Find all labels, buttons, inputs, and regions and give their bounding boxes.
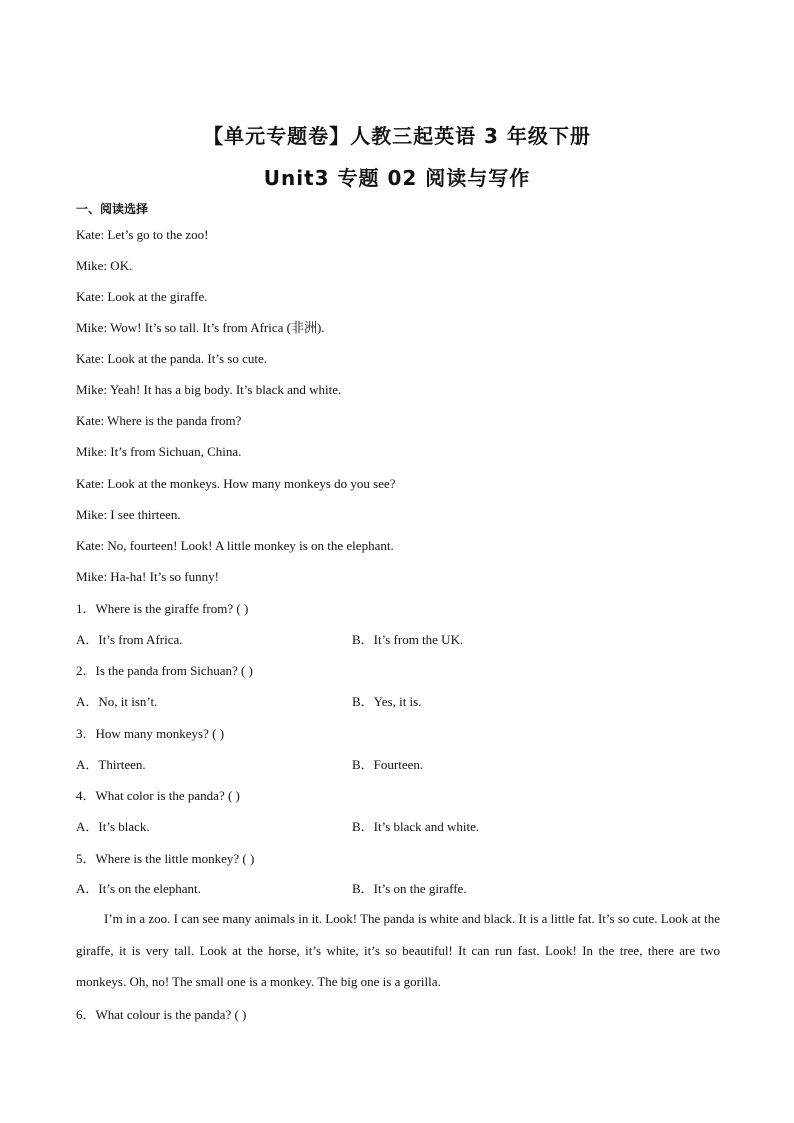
dialogue-line: Kate: Look at the panda. It’s so cute.	[76, 351, 267, 366]
option-a: A．It’s black.	[76, 819, 150, 834]
document-subtitle: Unit3 专题 02 阅读与写作	[263, 166, 531, 190]
dialogue-line: Kate: Look at the giraffe.	[76, 289, 208, 304]
dialogue-line: Mike: OK.	[76, 258, 133, 273]
dialogue-line: Kate: Where is the panda from?	[76, 413, 242, 428]
option-b: B．It’s from the UK.	[352, 632, 464, 647]
question-3: 3．How many monkeys? ( )	[76, 726, 225, 741]
dialogue-line: Mike: It’s from Sichuan, China.	[76, 444, 242, 459]
dialogue-line: Mike: Ha-ha! It’s so funny!	[76, 569, 219, 584]
dialogue-line: Kate: Let’s go to the zoo!	[76, 227, 209, 242]
option-a: A．It’s from Africa.	[76, 632, 183, 647]
option-a: A．No, it isn’t.	[76, 694, 158, 709]
section-heading: 一、阅读选择	[76, 202, 149, 216]
document-title: 【单元专题卷】人教三起英语 3 年级下册	[203, 124, 591, 148]
question-4: 4．What color is the panda? ( )	[76, 788, 240, 803]
dialogue-line: Kate: No, fourteen! Look! A little monkey is on the elephant.	[76, 538, 394, 553]
option-b: B．It’s black and white.	[352, 819, 480, 834]
option-b: B．Fourteen.	[352, 757, 424, 772]
dialogue-line: Mike: I see thirteen.	[76, 507, 181, 522]
option-b: B．Yes, it is.	[352, 694, 422, 709]
question-5: 5．Where is the little monkey? ( )	[76, 851, 255, 866]
question-6: 6．What colour is the panda? ( )	[76, 1007, 247, 1022]
dialogue-line: Mike: Wow! It’s so tall. It’s from Africa (非洲).	[76, 320, 325, 335]
dialogue-line: Mike: Yeah! It has a big body. It’s black and white.	[76, 382, 342, 397]
option-a: A．Thirteen.	[76, 757, 146, 772]
dialogue-line: Kate: Look at the monkeys. How many monkeys do you see?	[76, 476, 396, 491]
question-2: 2．Is the panda from Sichuan? ( )	[76, 663, 253, 678]
question-1: 1．Where is the giraffe from? ( )	[76, 601, 249, 616]
option-b: B．It’s on the giraffe.	[352, 881, 467, 896]
option-a: A．It’s on the elephant.	[76, 881, 201, 896]
reading-passage: I’m in a zoo. I can see many animals in it. Look! The panda is white and black. It is a little fat. It’s so cute. Look at the giraffe, it is very tall. Look at the horse, it’s white, it’s so beautiful! It can run fast. Look! In the tree, there are two monkeys. Oh, no! The small one is a monkey. The big one is a gorilla.	[76, 911, 721, 989]
